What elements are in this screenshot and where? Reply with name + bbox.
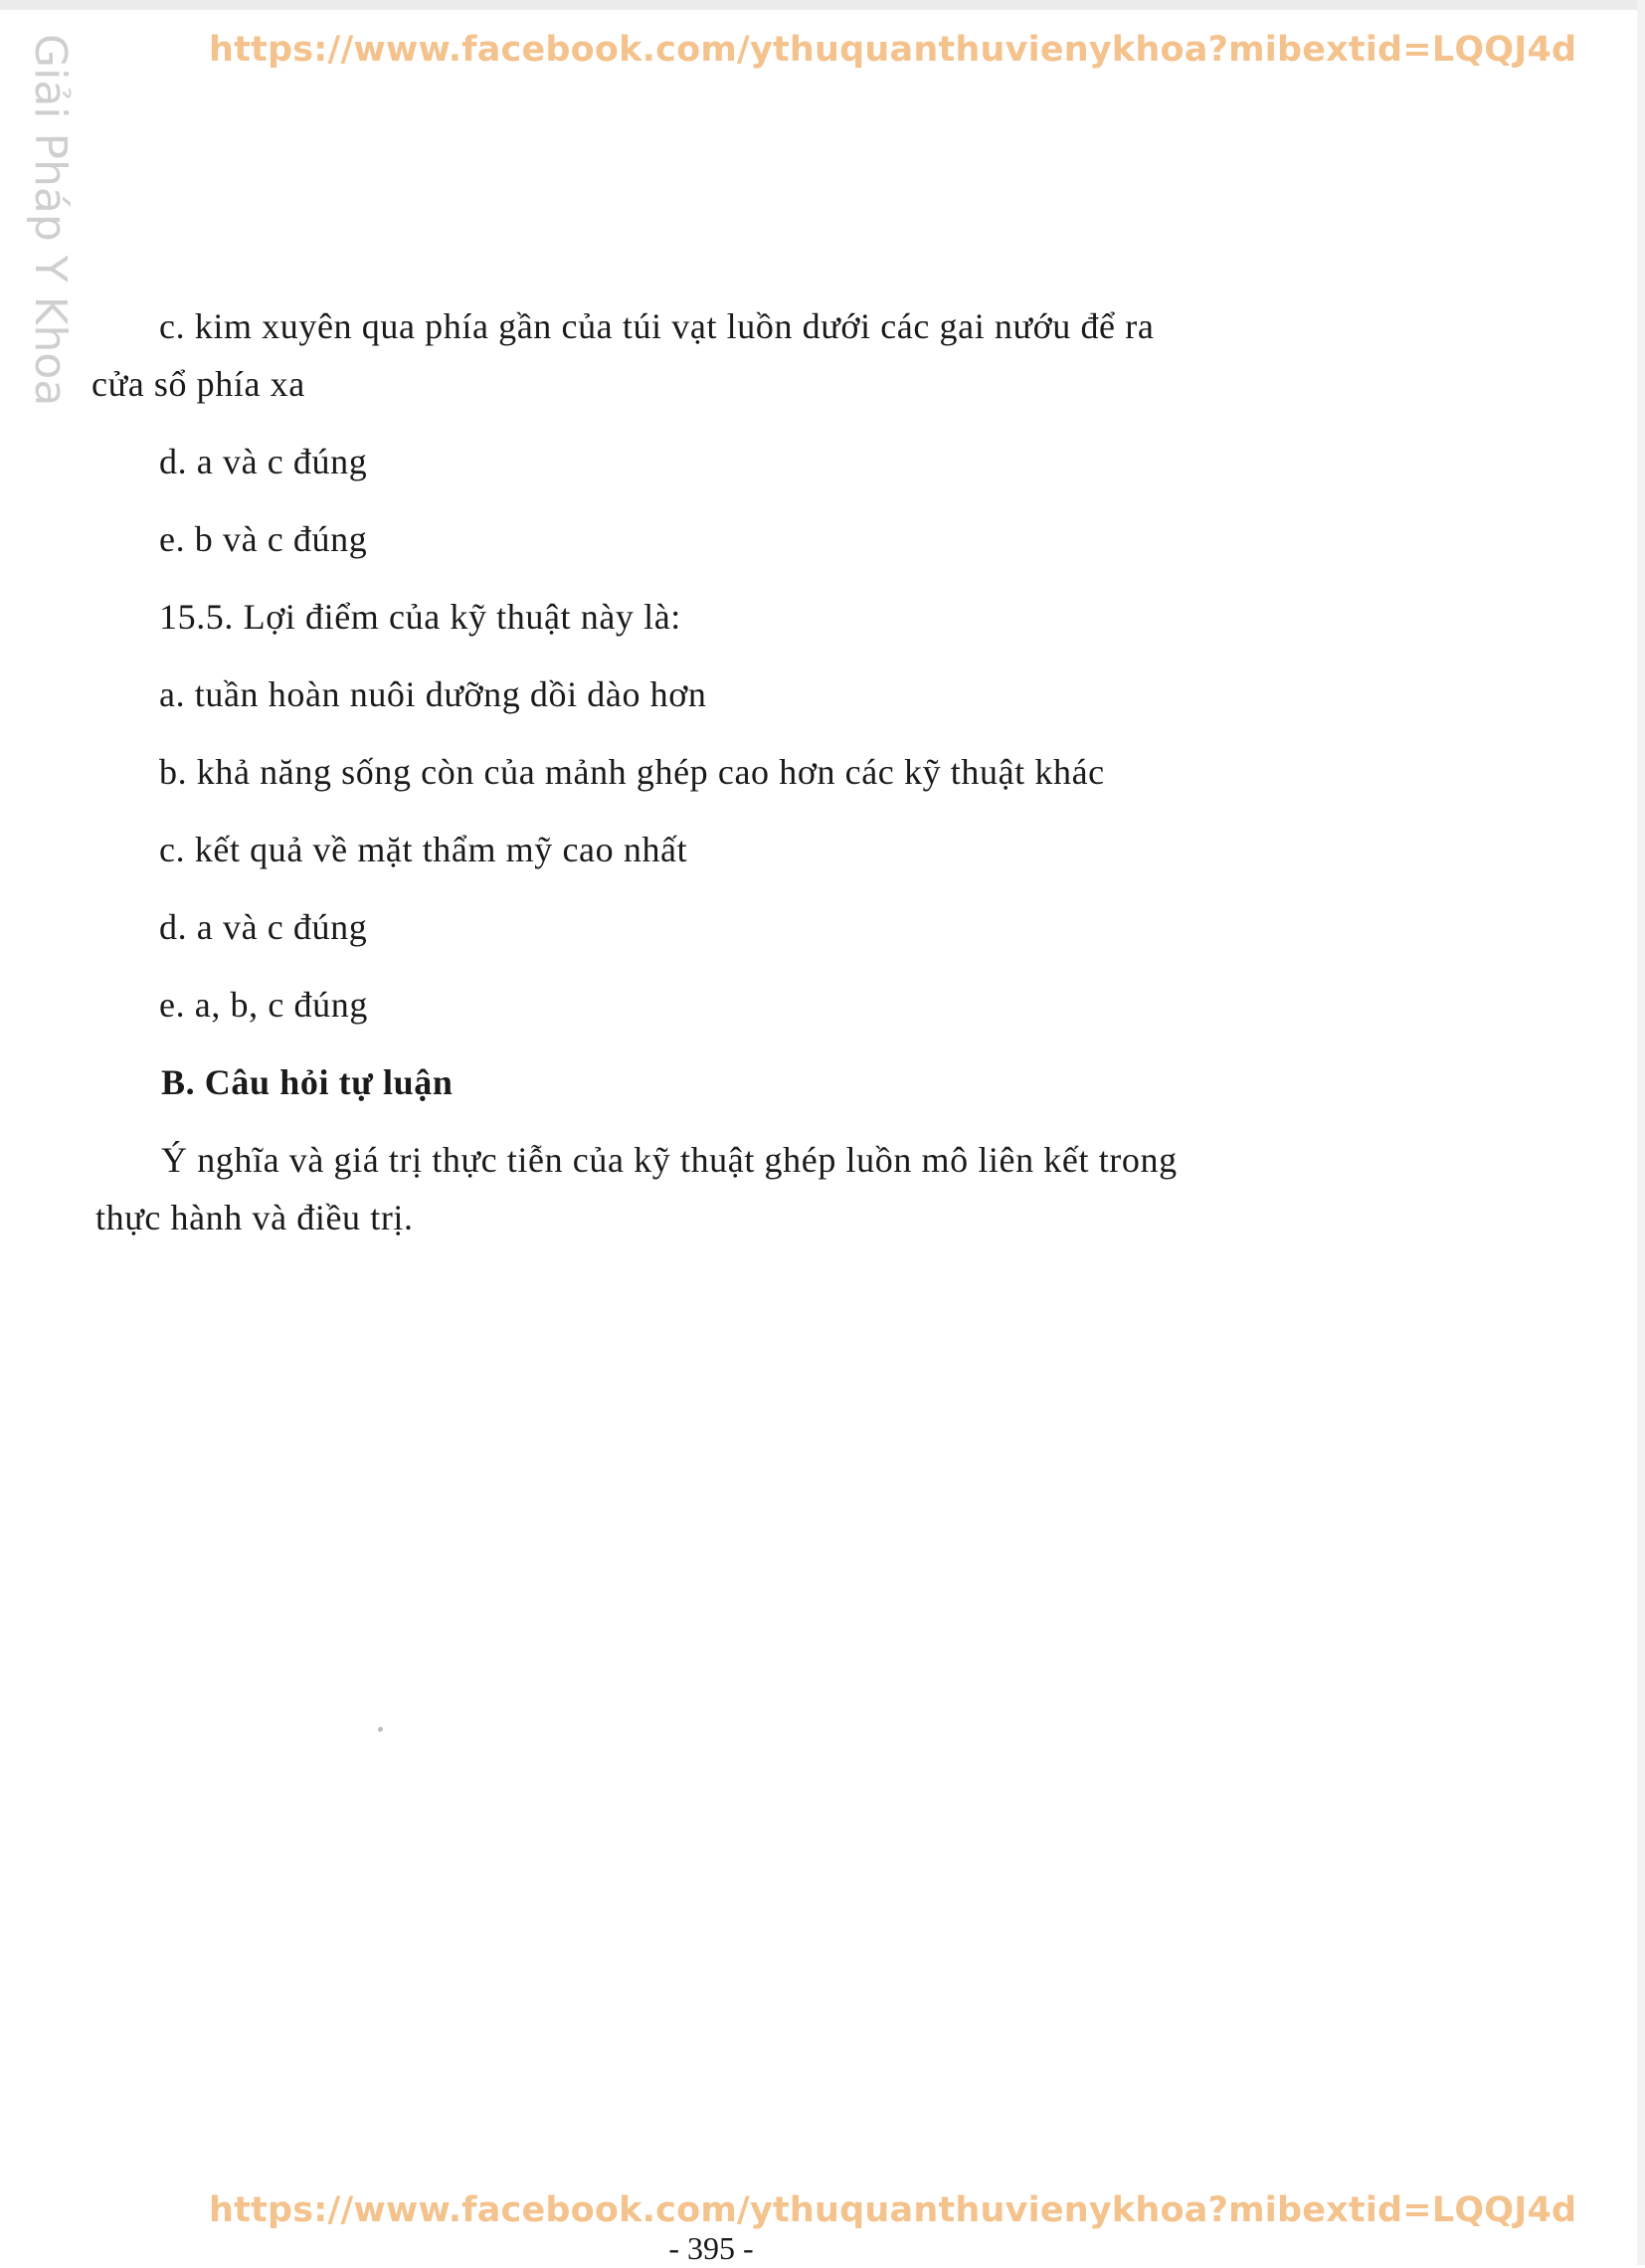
page-edge-right <box>1637 0 1645 2265</box>
essay-question-line-2: thực hành và điều trị. <box>95 1198 414 1237</box>
watermark-url-bottom: https://www.facebook.com/ythuquanthuvienykhoa?mibextid=LQQJ4d <box>209 2190 1577 2230</box>
answer-c-line-2: cửa sổ phía xa <box>91 364 305 404</box>
page-number: - 395 - <box>668 2230 754 2266</box>
answer-c-line-1: c. kim xuyên qua phía gần của túi vạt luồn dưới các gai nướu để ra <box>159 306 1155 346</box>
essay-question-line-1: Ý nghĩa và giá trị thực tiễn của kỹ thuật ghép luồn mô liên kết trong <box>161 1140 1178 1180</box>
question-15-5-option-d: d. a và c đúng <box>159 907 368 947</box>
question-15-5-option-c: c. kết quả về mặt thẩm mỹ cao nhất <box>159 830 688 869</box>
question-15-5-option-e: e. a, b, c đúng <box>159 985 368 1025</box>
section-b-heading: B. Câu hỏi tự luận <box>161 1062 454 1102</box>
question-15-5: 15.5. Lợi điểm của kỹ thuật này là: <box>159 597 681 637</box>
scan-speck <box>378 1727 383 1732</box>
answer-e: e. b và c đúng <box>159 519 368 559</box>
question-15-5-option-a: a. tuần hoàn nuôi dưỡng dồi dào hơn <box>159 674 707 714</box>
question-15-5-option-b: b. khả năng sống còn của mảnh ghép cao hơn các kỹ thuật khác <box>159 752 1105 792</box>
watermark-url-top: https://www.facebook.com/ythuquanthuvienykhoa?mibextid=LQQJ4d <box>209 30 1577 70</box>
answer-d: d. a và c đúng <box>159 442 368 481</box>
side-watermark: Giải Pháp Y Khoa <box>25 34 76 407</box>
page-edge-top <box>0 0 1645 10</box>
